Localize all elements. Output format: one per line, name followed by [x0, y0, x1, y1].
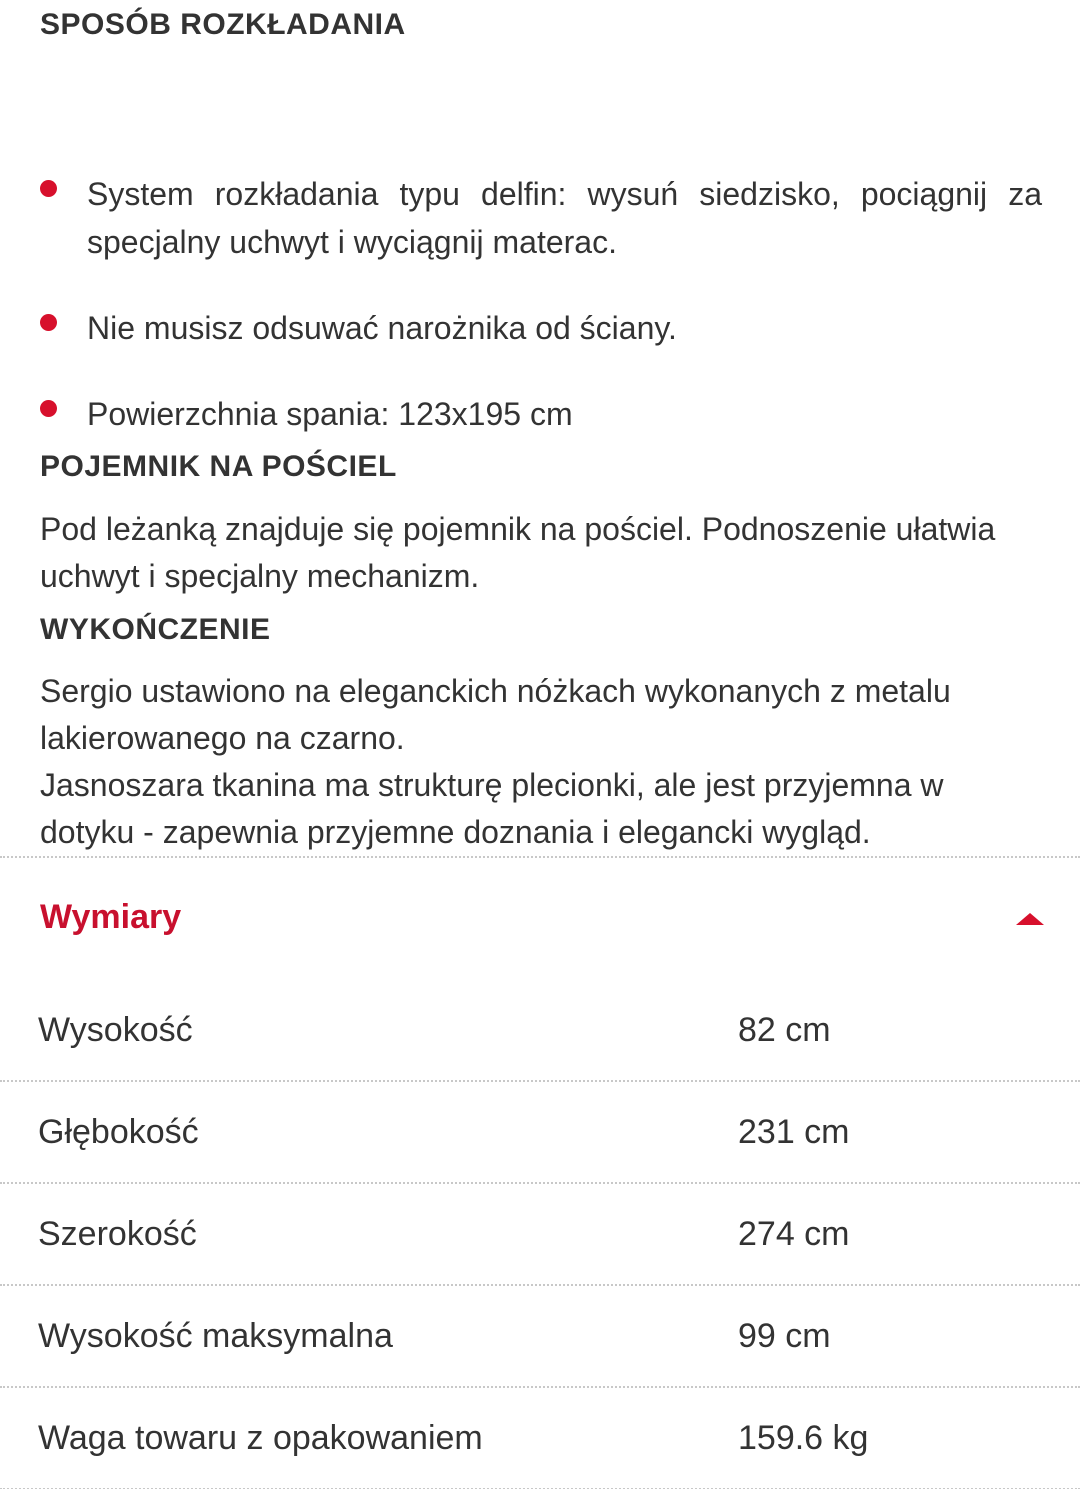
dimensions-accordion-toggle[interactable]	[0, 858, 1080, 978]
dimension-label: Wysokość maksymalna	[38, 1317, 393, 1355]
dimension-label: Głębokość	[38, 1113, 199, 1151]
list-item	[40, 304, 1042, 352]
finish-description-fabric: Jasnoszara tkanina ma strukturę plecionki, ale jest przyjemna w dotyku - zapewnia przyjemne doznania i elegancki wygląd.	[40, 767, 944, 850]
list-item	[40, 170, 1042, 266]
dimensions-table	[0, 980, 1080, 1489]
table-row	[0, 1184, 1080, 1286]
section-heading-unfolding: SPOSÓB ROZKŁADANIA	[40, 8, 406, 41]
finish-description-legs: Sergio ustawiono na eleganckich nóżkach wykonanych z metalu lakierowanego na czarno.	[40, 673, 951, 756]
bullet-dot-icon	[40, 314, 57, 331]
dimension-value: 231 cm	[738, 1113, 850, 1151]
dimension-label: Wysokość	[38, 1011, 193, 1049]
section-heading-storage: POJEMNIK NA POŚCIEL	[40, 450, 397, 483]
dimension-value: 274 cm	[738, 1215, 850, 1253]
list-item	[40, 390, 1042, 438]
table-row	[0, 1388, 1080, 1489]
bullet-dot-icon	[40, 400, 57, 417]
dimension-value: 159.6 kg	[738, 1419, 869, 1457]
table-row	[0, 1082, 1080, 1184]
unfolding-bullet-list	[40, 170, 1042, 438]
bullet-dot-icon	[40, 180, 57, 197]
bullet-text: System rozkładania typu delfin: wysuń siedzisko, pociągnij za specjalny uchwyt i wyciągnij materac.	[87, 176, 1042, 260]
bullet-text: Nie musisz odsuwać narożnika od ściany.	[87, 310, 677, 346]
caret-up-icon[interactable]	[1016, 913, 1044, 925]
dimension-label: Szerokość	[38, 1215, 197, 1253]
section-heading-finish: WYKOŃCZENIE	[40, 613, 271, 646]
dimension-label: Waga towaru z opakowaniem	[38, 1419, 483, 1457]
table-row	[0, 1286, 1080, 1388]
dimensions-title: Wymiary	[40, 898, 182, 936]
dimension-value: 82 cm	[738, 1011, 831, 1049]
storage-description: Pod leżanką znajduje się pojemnik na pościel. Podnoszenie ułatwia uchwyt i specjalny mechanizm.	[40, 511, 996, 594]
dimension-value: 99 cm	[738, 1317, 831, 1355]
bullet-text: Powierzchnia spania: 123x195 cm	[87, 396, 573, 432]
table-row	[0, 980, 1080, 1082]
